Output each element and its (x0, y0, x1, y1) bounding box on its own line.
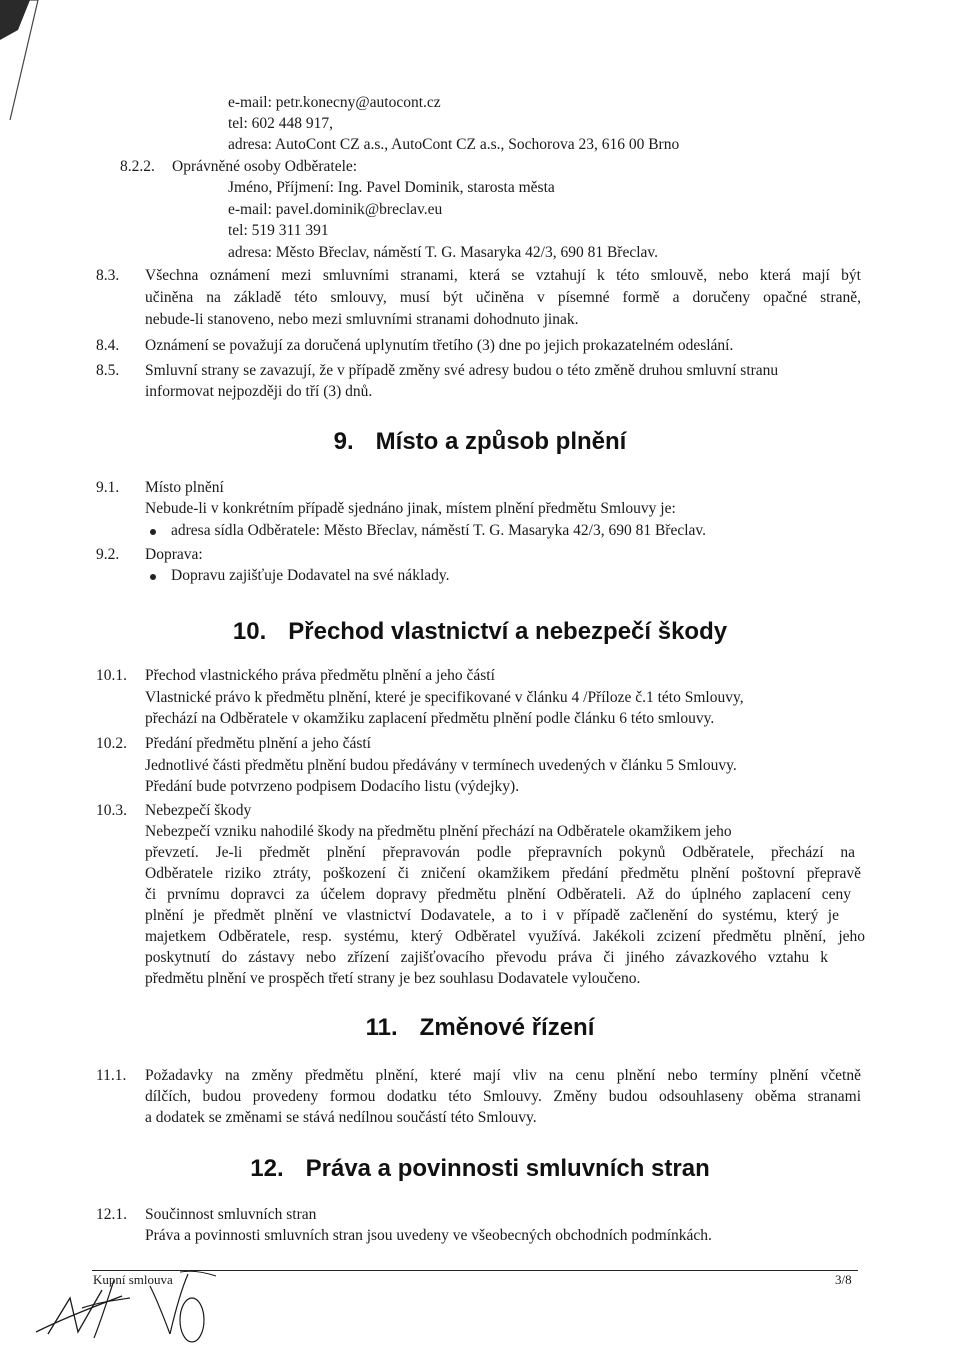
section-number: 9.1. (96, 479, 120, 496)
paragraph-line: Požadavky na změny předmětu plnění, které mají vliv na cenu plnění nebo termíny plnění včetně (145, 1067, 861, 1084)
section-number: 10.1. (96, 667, 127, 684)
contact2-email: e-mail: pavel.dominik@breclav.eu (228, 201, 443, 218)
section-title: Součinnost smluvních stran (145, 1206, 317, 1223)
heading-number: 12. (250, 1155, 284, 1182)
section-number: 10.3. (96, 802, 127, 819)
heading-title: Místo a způsob plnění (375, 428, 627, 455)
paragraph-line: Jednotlivé části předmětu plnění budou předávány v termínech uvedených v článku 5 Smlouvy. (145, 757, 737, 774)
section-number: 8.5. (96, 362, 120, 379)
paragraph-line: Předání bude potvrzeno podpisem Dodacího listu (výdejky). (145, 778, 520, 795)
paragraph-line: převzetí. Je-li předmět plnění přepravován podle přepravních pokynů Odběratele, přechází na (145, 844, 855, 861)
section-number: 10.2. (96, 735, 127, 752)
paragraph-line: Práva a povinnosti smluvních stran jsou uvedeny ve všeobecných obchodních podmínkách. (145, 1227, 712, 1244)
section-number: 9.2. (96, 546, 120, 563)
heading-10 (0, 617, 960, 647)
contact2-address: adresa: Město Břeclav, náměstí T. G. Masaryka 42/3, 690 81 Břeclav. (228, 244, 659, 261)
paragraph-line: plnění je předmět plnění ve vlastnictví Dodavatele, a to i v případě začlenění do systému, který je (145, 907, 839, 924)
heading-11 (0, 1013, 960, 1043)
paragraph-line: Všechna oznámení mezi smluvními stranami, která se vztahují k této smlouvě, nebo která mají být (145, 267, 861, 284)
section-number: 8.2.2. (120, 158, 155, 175)
paragraph-line: dílčích, budou provedeny formou dodatku této Smlouvy. Změny budou odsouhlaseny oběma stranami (145, 1088, 861, 1105)
heading-title: Přechod vlastnictví a nebezpečí škody (288, 618, 728, 645)
footer-doc-title: Kupní smlouva (93, 1272, 173, 1287)
heading-number: 10. (232, 618, 267, 645)
heading-number: 11. (365, 1014, 398, 1041)
paragraph-line: přechází na Odběratele v okamžiku zaplacení předmětu plnění podle článku 6 této smlouvy. (145, 710, 715, 727)
paragraph-line: Smluvní strany se zavazují, že v případě změny své adresy budou o této změně druhou smluvní stranu (145, 362, 779, 379)
paragraph-line: Oznámení se považují za doručená uplynutím třetího (3) dne po jejich prokazatelném odeslání. (145, 337, 734, 354)
section-title: Místo plnění (145, 479, 224, 496)
section-title: Přechod vlastnického práva předmětu plnění a jeho částí (145, 667, 495, 684)
heading-title: Práva a povinnosti smluvních stran (305, 1155, 710, 1182)
paragraph-line: nebude-li stanoveno, nebo mezi smluvními stranami dohodnuto jinak. (145, 311, 579, 328)
heading-number: 9. (333, 428, 354, 455)
bullet-text: Dopravu zajišťuje Dodavatel na své náklady. (171, 567, 450, 584)
section-title: Předání předmětu plnění a jeho částí (145, 735, 371, 752)
scan-edge-mark (0, 0, 40, 130)
section-number: 12.1. (96, 1206, 127, 1223)
paragraph-line: majetkem Odběratele, resp. systému, který Odběratel využívá. Jakékoli zcizení předmětu plnění, jeho (145, 928, 865, 945)
paragraph-line: učiněna na základě této smlouvy, musí být učiněna v písemné formě a doručeny opačné straně, (145, 289, 861, 306)
signature-initials (30, 1268, 230, 1353)
heading-title: Změnové řízení (419, 1014, 595, 1041)
paragraph-line: informovat nejpozději do tří (3) dnů. (145, 383, 373, 400)
heading-12 (0, 1154, 960, 1184)
paragraph-line: Vlastnické právo k předmětu plnění, které je specifikované v článku 4 /Příloze č.1 této Smlouvy, (145, 689, 744, 706)
paragraph-line: Nebude-li v konkrétním případě sjednáno jinak, místem plnění předmětu Smlouvy je: (145, 500, 676, 517)
bullet-dot (150, 574, 156, 580)
section-title: Doprava: (145, 546, 203, 563)
contact1-address: adresa: AutoCont CZ a.s., AutoCont CZ a.s., Sochorova 23, 616 00 Brno (228, 136, 680, 153)
paragraph-line: a dodatek se změnami se stává nedílnou součástí této Smlouvy. (145, 1109, 537, 1126)
section-number: 8.3. (96, 267, 120, 284)
contact2-tel: tel: 519 311 391 (228, 222, 329, 239)
section-number: 11.1. (96, 1067, 127, 1084)
page-number: 3/8 (835, 1272, 852, 1287)
heading-9 (0, 427, 960, 457)
paragraph-line: Odběratele riziko ztráty, poškození či zničení okamžikem předání předmětu plnění poštovní přepravě (145, 865, 861, 882)
paragraph-line: předmětu plnění ve prospěch třetí strany je bez souhlasu Dodavatele vyloučeno. (145, 970, 641, 987)
section-number: 8.4. (96, 337, 120, 354)
paragraph-line: Nebezpečí vzniku nahodilé škody na předmětu plnění přechází na Odběratele okamžikem jeho (145, 823, 732, 840)
paragraph-line: poskytnutí do zástavy nebo zřízení zajišťovacího převodu práva či jiného závazkového vztahu k (145, 949, 828, 966)
contact2-name: Jméno, Příjmení: Ing. Pavel Dominik, starosta města (228, 179, 555, 196)
section-title: Oprávněné osoby Odběratele: (172, 158, 358, 175)
bullet-dot (150, 529, 156, 535)
paragraph-line: či prvnímu dopravci za účelem dopravy předmětu plnění Odběrateli. Až do úplného zaplacení ceny (145, 886, 851, 903)
contact1-email: e-mail: petr.konecny@autocont.cz (228, 94, 441, 111)
bullet-text: adresa sídla Odběratele: Město Břeclav, náměstí T. G. Masaryka 42/3, 690 81 Břeclav. (171, 522, 707, 539)
contact1-tel: tel: 602 448 917, (228, 115, 334, 132)
section-title: Nebezpečí škody (145, 802, 252, 819)
